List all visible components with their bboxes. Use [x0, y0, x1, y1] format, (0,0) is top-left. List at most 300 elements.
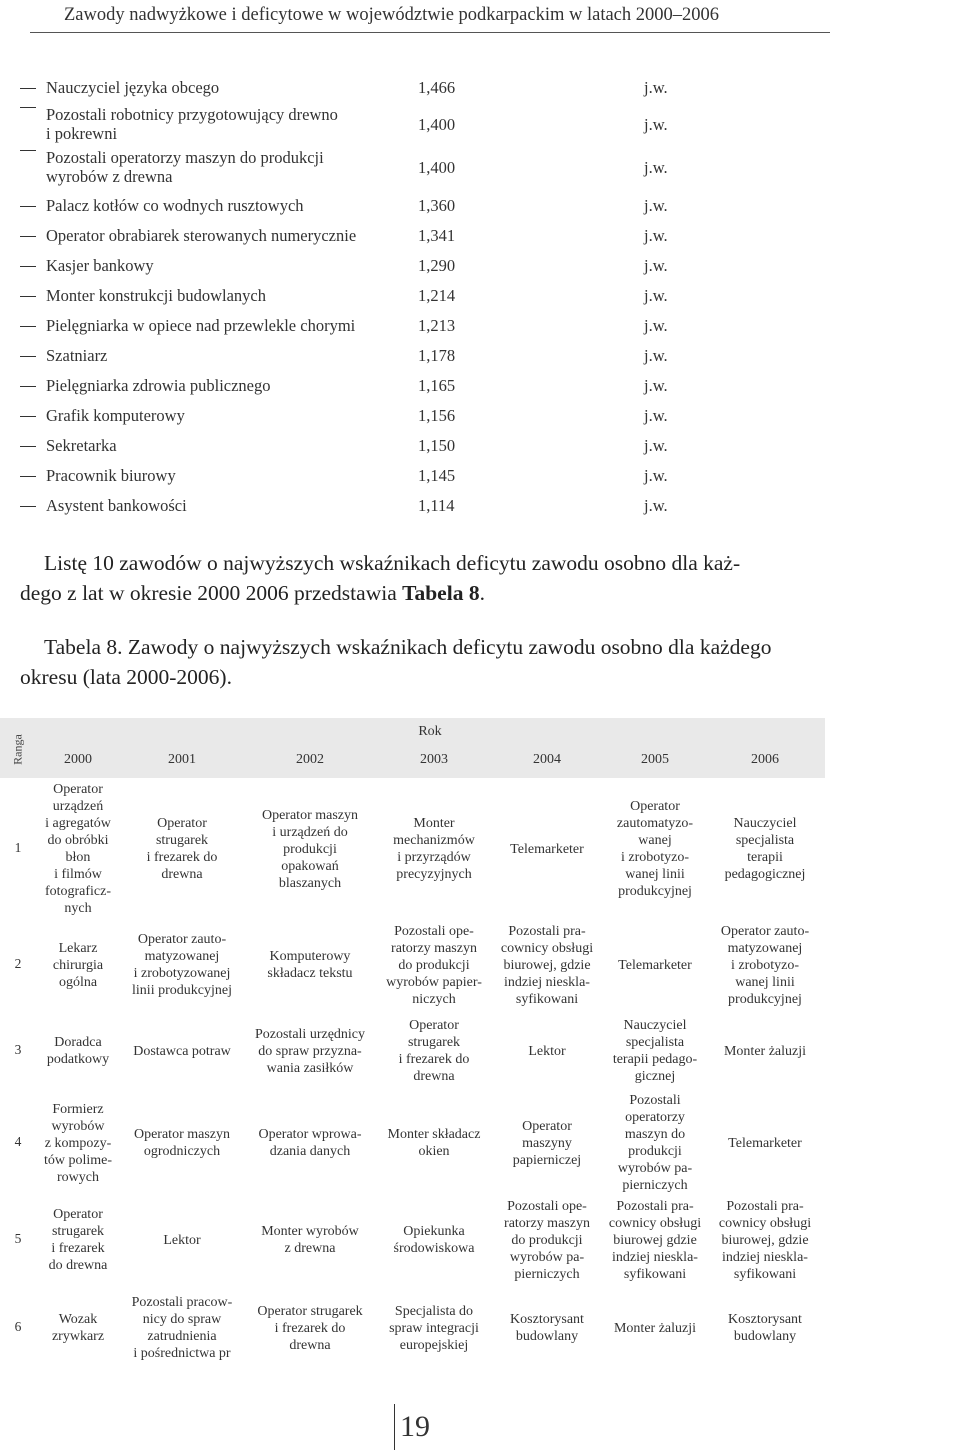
cell-line: fotograficz-: [44, 884, 112, 899]
dash-bullet: [20, 506, 36, 507]
list-item: [0, 226, 960, 246]
cell-line: ogólna: [58, 974, 98, 990]
table-cell: [245, 1284, 375, 1372]
list-item: [0, 436, 960, 456]
cell-line: i filmów: [54, 867, 102, 882]
indicator-value: 1,150: [418, 436, 456, 455]
cell-line: i agregatów: [45, 816, 111, 831]
cell-text: [617, 798, 693, 900]
unit-label: j.w.: [644, 496, 668, 515]
table-cell: [32, 780, 124, 918]
indicator-value: 1,290: [418, 256, 456, 275]
cell-text: [163, 1232, 200, 1249]
cell-line: syfikowani: [733, 1266, 797, 1282]
dash-bullet: [20, 326, 36, 327]
occupation-name: Pielęgniarka zdrowia publicznego: [46, 376, 271, 395]
cell-line: specjalista: [735, 833, 795, 848]
cell-text: [618, 957, 692, 974]
unit-label: j.w.: [644, 78, 668, 97]
cell-line: wanej linii: [735, 974, 795, 990]
occupation-name: Monter konstrukcji budowlanych: [46, 286, 266, 305]
cell-line: wyrobów pa-: [509, 1249, 585, 1265]
cell-text: [386, 923, 482, 1008]
cell-line: Operator: [409, 1018, 459, 1033]
cell-text: [513, 1118, 581, 1169]
cell-line: Operator wprowa-: [258, 1127, 362, 1142]
cell-text: [132, 931, 232, 999]
cell-text: [510, 1311, 584, 1345]
cell-line: Dostawca potraw: [133, 1043, 231, 1059]
rank-number: 6: [14, 1319, 22, 1334]
dash-bullet: [20, 236, 36, 237]
cell-line: europejskiej: [399, 1337, 469, 1353]
running-header-title: Zawody nadwyżkowe i deficytowe w województwie podkarpackim w latach 2000–2006: [64, 5, 720, 25]
cell-line: gicznej: [634, 1069, 676, 1084]
table-cell: [705, 780, 825, 918]
cell-line: Lektor: [528, 1043, 566, 1059]
cell-text: [257, 1303, 362, 1354]
cell-text: [510, 841, 584, 858]
cell-line: Opiekunka: [403, 1224, 465, 1239]
table-cell: [245, 1090, 375, 1196]
cell-line: precyzyjnych: [396, 867, 472, 882]
table-cell: [120, 1012, 244, 1090]
caption-line-1: Tabela 8. Zawody o najwyższych wskaźnikach deficytu zawodu osobno dla każdego: [44, 635, 772, 659]
unit-label: j.w.: [644, 286, 668, 305]
cell-line: pedagogicznej: [724, 867, 806, 882]
cell-line: do produkcji: [398, 957, 470, 973]
unit-label: j.w.: [644, 158, 668, 177]
list-item: [0, 286, 960, 306]
cell-text: [133, 1043, 231, 1060]
cell-line: Pozostali ope-: [507, 1198, 587, 1214]
cell-line: błon: [65, 850, 91, 865]
cell-line: i przyrządów: [397, 850, 471, 865]
cell-text: [609, 1198, 701, 1283]
cell-line: strugarek: [51, 1224, 105, 1239]
cell-text: [132, 1294, 233, 1362]
cell-line: Monter: [413, 816, 455, 831]
paragraph-line-1: Listę 10 zawodów o najwyższych wskaźnikach deficytu zawodu osobno dla każ-: [44, 551, 741, 575]
indicator-value: 1,400: [418, 115, 456, 134]
dash-bullet: [20, 416, 36, 417]
cell-line: i zrobotyzo-: [620, 850, 690, 865]
list-item: [0, 376, 960, 396]
rank-number: 1: [14, 840, 22, 855]
ranga-label: Ranga: [10, 734, 25, 765]
cell-text: [389, 1303, 479, 1354]
table-cell: [492, 1196, 602, 1284]
table-cell: [245, 780, 375, 918]
running-header: [30, 0, 830, 33]
cell-line: produkcji: [628, 1144, 682, 1159]
cell-line: wania zasiłków: [266, 1060, 354, 1076]
year-header: 2006: [751, 752, 779, 767]
dash-bullet: [20, 88, 36, 89]
cell-line: Nauczyciel: [623, 1018, 687, 1033]
cell-line: i frezarek: [51, 1241, 105, 1256]
table-cell: [245, 918, 375, 1012]
cell-text: [724, 1043, 806, 1060]
occupation-name: Pozostali robotnicy przygotowujący drewno i pokrewni: [46, 105, 338, 143]
cell-text: [134, 1126, 230, 1160]
table-cell: [492, 1284, 602, 1372]
occupation-name: Sekretarka: [46, 436, 117, 455]
unit-label: j.w.: [644, 196, 668, 215]
cell-line: maszyn do: [624, 1127, 686, 1142]
cell-text: [262, 807, 358, 892]
cell-line: urządzeń: [52, 799, 104, 814]
cell-line: Specjalista do: [394, 1303, 474, 1319]
cell-line: dzania danych: [269, 1144, 351, 1159]
cell-line: strugarek: [407, 1035, 461, 1050]
cell-line: specjalista: [625, 1035, 685, 1050]
cell-text: [393, 815, 475, 883]
list-item: [0, 316, 960, 336]
table-cell: [374, 1012, 494, 1090]
table-cell: [600, 1012, 710, 1090]
cell-line: wyrobów: [51, 1118, 105, 1134]
cell-line: nych: [64, 901, 92, 916]
dash-bullet: [20, 150, 36, 151]
cell-line: i urządzeń do: [272, 824, 348, 840]
occupation-name: Pielęgniarka w opiece nad przewlekle chorymi: [46, 316, 356, 335]
cell-line: syfikowani: [623, 1266, 687, 1282]
dash-bullet: [20, 296, 36, 297]
dash-bullet: [20, 206, 36, 207]
cell-line: blaszanych: [278, 875, 342, 891]
table-cell: [245, 1196, 375, 1284]
table-cell: [32, 1012, 124, 1090]
table-cell: [492, 918, 602, 1012]
rank-number: 2: [14, 956, 22, 971]
cell-line: indziej niesklа-: [612, 1249, 698, 1265]
list-item: [0, 496, 960, 516]
cell-line: niczych: [412, 991, 456, 1007]
paragraph-text: dego z lat w okresie 2000 2006 przedstawia: [20, 581, 403, 605]
cell-text: [618, 1092, 692, 1194]
cell-line: wyrobów pa-: [617, 1161, 693, 1176]
dash-bullet: [20, 107, 36, 108]
cell-line: do drewna: [48, 1258, 108, 1273]
cell-text: [45, 781, 111, 917]
unit-label: j.w.: [644, 346, 668, 365]
cell-line: strugarek: [155, 833, 209, 848]
cell-text: [53, 940, 103, 991]
cell-text: [388, 1126, 481, 1160]
page-number-rule: [394, 1404, 395, 1450]
cell-line: Operator zauto-: [720, 923, 810, 939]
table-cell: [374, 1284, 494, 1372]
table-cell: [374, 1196, 494, 1284]
cell-line: Pozostali pracow-: [131, 1295, 233, 1310]
cell-line: papierniczej: [512, 1152, 582, 1168]
cell-line: cownicy obsługi: [500, 940, 594, 956]
list-item: [0, 78, 960, 98]
cell-line: zrywkarz: [51, 1329, 105, 1344]
cell-line: indziej niesklа-: [722, 1249, 808, 1265]
cell-line: i frezarek do: [146, 850, 218, 865]
cell-line: biurowej gdzie: [613, 1232, 697, 1248]
cell-line: biurowej, gdzie: [721, 1232, 809, 1248]
cell-line: cownicy obsługi: [608, 1215, 702, 1231]
table-cell: [32, 1284, 124, 1372]
rank-number: 5: [14, 1231, 22, 1246]
cell-line: z kompozy-: [44, 1135, 112, 1151]
rank-number: 4: [14, 1134, 22, 1149]
dash-bullet: [20, 446, 36, 447]
table-cell: [120, 1090, 244, 1196]
cell-line: mechanizmów: [393, 833, 475, 848]
table-cell: [374, 1090, 494, 1196]
unit-label: j.w.: [644, 316, 668, 335]
table-cell: [492, 1090, 602, 1196]
cell-text: [528, 1043, 565, 1060]
cell-text: [501, 923, 593, 1008]
cell-line: Operator maszyn: [261, 807, 359, 823]
cell-line: budowlany: [733, 1329, 797, 1344]
year-header: 2004: [533, 752, 561, 767]
indicator-value: 1,114: [418, 496, 455, 515]
cell-text: [613, 1017, 697, 1085]
indicator-value: 1,213: [418, 316, 456, 335]
table-cell: [120, 780, 244, 918]
cell-line: wyrobów papier-: [386, 974, 482, 990]
cell-line: Operator zauto-: [137, 932, 227, 947]
cell-line: drewna: [161, 867, 203, 882]
cell-line: do produkcji: [511, 1232, 583, 1248]
cell-line: środowiskowa: [393, 1241, 475, 1256]
table-cell: [120, 918, 244, 1012]
cell-line: i frezarek do: [398, 1052, 470, 1067]
list-item: [0, 196, 960, 216]
cell-line: Pozostali pra-: [616, 1198, 694, 1214]
cell-line: drewna: [289, 1337, 331, 1353]
table-cell: [705, 1196, 825, 1284]
table-cell: [492, 1012, 602, 1090]
rank-number: 3: [14, 1042, 22, 1057]
occupation-name: Operator obrabiarek sterowanych numerycznie: [46, 226, 357, 245]
cell-line: Operator: [53, 1207, 103, 1222]
cell-line: linii produkcyjnej: [132, 983, 232, 998]
cell-line: Monter składacz: [387, 1127, 481, 1142]
cell-line: i pośrednictwa pr: [133, 1346, 231, 1361]
occupation-name: Asystent bankowości: [46, 496, 187, 515]
cell-text: [719, 1198, 811, 1283]
cell-line: Nauczyciel: [733, 816, 797, 831]
indicator-value: 1,341: [418, 226, 456, 245]
cell-line: ogrodniczych: [143, 1144, 221, 1159]
cell-line: Lektor: [163, 1232, 201, 1248]
year-header: 2005: [641, 752, 669, 767]
cell-line: ratorzy maszyn: [504, 1215, 590, 1231]
cell-line: chirurgia: [52, 957, 104, 973]
cell-line: ratorzy maszyn: [391, 940, 477, 956]
cell-line: drewna: [413, 1069, 455, 1084]
cell-text: [47, 1034, 109, 1068]
cell-line: Monter żaluzji: [613, 1320, 697, 1336]
cell-line: produkcyjnej: [728, 991, 802, 1007]
cell-line: Lekarz: [58, 940, 98, 956]
indicator-value: 1,165: [418, 376, 456, 395]
cell-text: [261, 1223, 359, 1257]
table-cell: [32, 918, 124, 1012]
indicator-value: 1,156: [418, 406, 456, 425]
cell-line: Operator: [53, 782, 103, 797]
cell-line: Kosztorysant: [728, 1312, 802, 1327]
table-cell: [705, 1090, 825, 1196]
cell-line: Pozostali urzędnicy: [254, 1026, 366, 1042]
cell-line: Telemarketer: [728, 1135, 802, 1151]
cell-line: tów polime-: [43, 1152, 113, 1168]
dash-bullet: [20, 476, 36, 477]
cell-line: Pozostali pra-: [508, 923, 586, 939]
cell-text: [258, 1126, 361, 1160]
cell-line: opakowań: [281, 858, 339, 874]
indicator-value: 1,145: [418, 466, 456, 485]
cell-line: maszyny: [522, 1135, 572, 1151]
table-cell: [600, 1090, 710, 1196]
cell-text: [147, 815, 218, 883]
cell-line: zautomatyzo-: [616, 816, 694, 831]
cell-line: i zrobotyzowanej: [133, 966, 231, 981]
cell-text: [504, 1198, 590, 1283]
cell-text: [721, 923, 809, 1008]
table-cell: [600, 1196, 710, 1284]
table-reference: Tabela 8: [402, 581, 480, 605]
cell-text: [52, 1311, 104, 1345]
occupation-name: Kasjer bankowy: [46, 256, 154, 275]
dash-bullet: [20, 266, 36, 267]
list-item: [0, 406, 960, 426]
cell-line: Operator: [630, 799, 680, 814]
cell-line: matyzowanej: [727, 940, 803, 956]
year-header: 2002: [296, 752, 324, 767]
cell-line: indziej niesklа-: [504, 974, 590, 990]
cell-text: [44, 1101, 112, 1186]
indicator-value: 1,214: [418, 286, 456, 305]
table-cell: [245, 1012, 375, 1090]
cell-line: i frezarek do: [274, 1320, 346, 1336]
list-item: [0, 346, 960, 366]
cell-line: produkcyjnej: [618, 884, 692, 899]
unit-label: j.w.: [644, 466, 668, 485]
cell-line: operatorzy: [625, 1110, 685, 1125]
cell-text: [614, 1320, 696, 1337]
occupation-name: Pracownik biurowy: [46, 466, 176, 485]
ranga-header: [6, 728, 34, 772]
cell-line: nicy do spraw: [142, 1312, 222, 1327]
cell-line: Pozostali: [629, 1093, 681, 1108]
year-header: 2000: [64, 752, 92, 767]
unit-label: j.w.: [644, 256, 668, 275]
unit-label: j.w.: [644, 376, 668, 395]
unit-label: j.w.: [644, 406, 668, 425]
cell-line: Kosztorysant: [510, 1312, 584, 1327]
table-cell: [600, 1284, 710, 1372]
cell-line: Telemarketer: [618, 957, 692, 973]
cell-line: cownicy obsługi: [718, 1215, 812, 1231]
cell-line: Formierz: [52, 1101, 104, 1117]
cell-line: terapii: [747, 850, 783, 865]
cell-line: spraw integracji: [389, 1320, 479, 1336]
cell-line: wanej: [638, 833, 672, 848]
year-header: 2001: [168, 752, 196, 767]
cell-line: Operator: [157, 816, 207, 831]
cell-line: matyzowanej: [144, 949, 220, 964]
occupation-name: Nauczyciel języka obcego: [46, 78, 220, 97]
rok-header: Rok: [418, 724, 442, 739]
unit-label: j.w.: [644, 115, 668, 134]
table-cell: [374, 780, 494, 918]
table-cell: [492, 780, 602, 918]
cell-line: budowlany: [515, 1329, 579, 1344]
table-cell: [120, 1196, 244, 1284]
cell-line: i zrobotyzo-: [730, 957, 799, 973]
cell-line: okien: [418, 1144, 450, 1159]
cell-text: [255, 1026, 365, 1077]
cell-text: [394, 1223, 475, 1257]
occupation-name: Pozostali operatorzy maszyn do produkcji wyrobów z drewna: [46, 148, 324, 186]
table-cell: [705, 1012, 825, 1090]
year-header: 2003: [420, 752, 448, 767]
cell-line: Doradca: [54, 1035, 102, 1050]
cell-line: do spraw przyzna-: [258, 1043, 362, 1059]
table-cell: [374, 918, 494, 1012]
table-cell: [32, 1196, 124, 1284]
paragraph-end: .: [479, 581, 485, 605]
occupation-name: Palacz kotłów co wodnych rusztowych: [46, 196, 304, 215]
cell-line: terapii pedago-: [612, 1052, 698, 1067]
indicator-value: 1,466: [418, 78, 456, 97]
cell-line: składacz tekstu: [267, 966, 353, 981]
cell-text: [399, 1017, 470, 1085]
table-cell: [600, 918, 710, 1012]
cell-line: Pozostali ope-: [394, 923, 474, 939]
cell-line: pierniczych: [514, 1266, 580, 1282]
cell-line: Wozak: [58, 1312, 98, 1327]
list-item: [0, 148, 960, 188]
cell-line: Operator maszyn: [133, 1127, 231, 1142]
cell-line: Telemarketer: [510, 841, 584, 857]
cell-line: Komputerowy: [269, 949, 351, 964]
page-number: [380, 1402, 450, 1452]
cell-line: podatkowy: [46, 1052, 110, 1067]
occupation-name: Szatniarz: [46, 346, 108, 365]
cell-line: rowych: [56, 1169, 99, 1185]
table-cell: [120, 1284, 244, 1372]
unit-label: j.w.: [644, 436, 668, 455]
cell-line: do obróbki: [47, 833, 109, 848]
table-cell: [705, 918, 825, 1012]
cell-text: [728, 1311, 802, 1345]
dash-bullet: [20, 356, 36, 357]
cell-line: produkcji: [283, 841, 337, 857]
list-item: [0, 105, 960, 145]
cell-text: [728, 1135, 802, 1152]
paragraph-line-2: [20, 578, 485, 608]
dash-bullet: [20, 386, 36, 387]
unit-label: j.w.: [644, 226, 668, 245]
table-cell: [600, 780, 710, 918]
cell-line: Monter wyrobów: [261, 1224, 359, 1239]
cell-line: syfikowani: [515, 991, 579, 1007]
table-cell: [705, 1284, 825, 1372]
cell-text: [49, 1206, 108, 1274]
cell-line: Operator strugarek: [257, 1303, 363, 1319]
occupation-name: Grafik komputerowy: [46, 406, 185, 425]
cell-line: Monter żaluzji: [723, 1043, 807, 1059]
